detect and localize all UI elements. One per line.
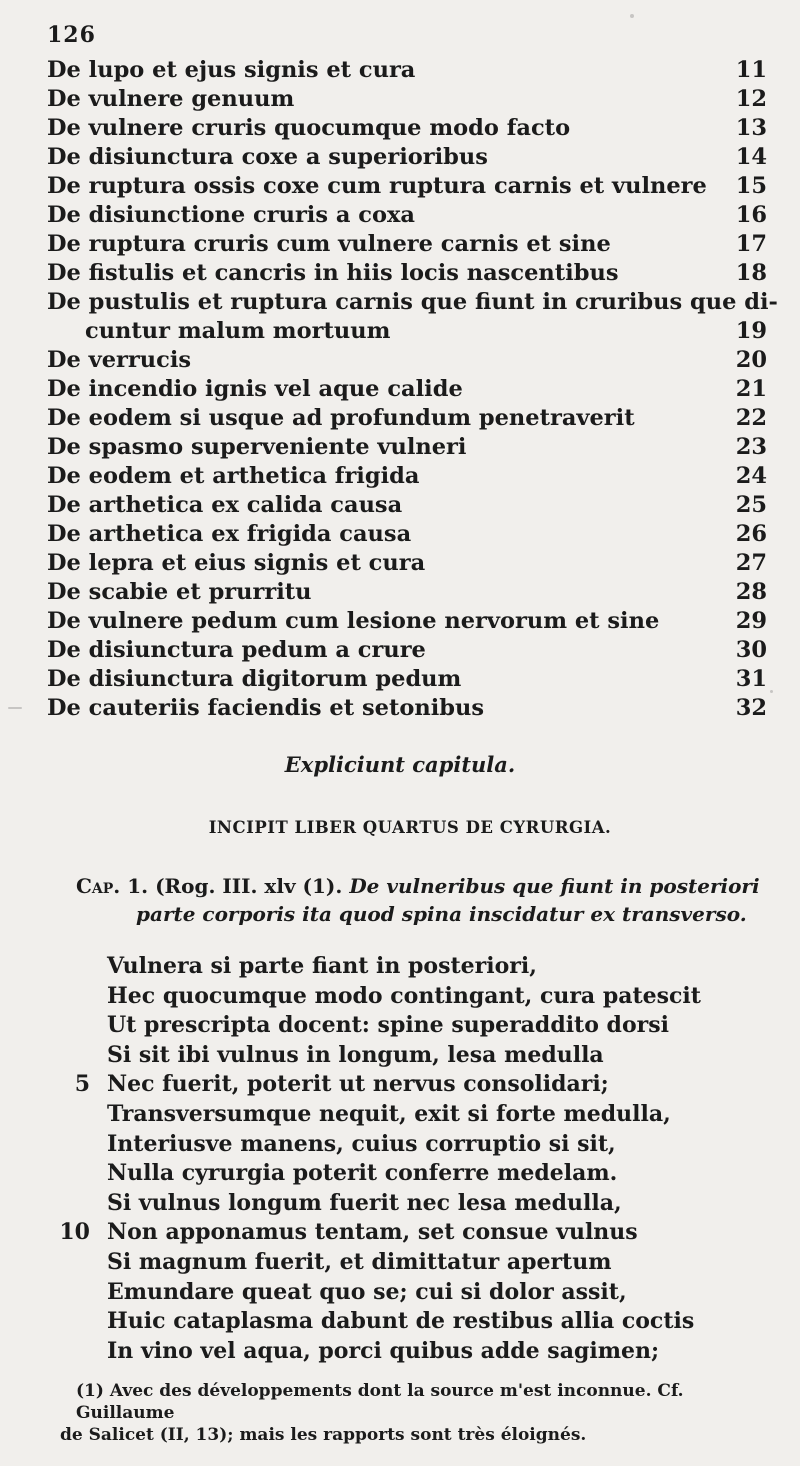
toc-entry-title: De disiunctura digitorum pedum <box>47 666 462 692</box>
verse-text: Huic cataplasma dabunt de restibus allia coctis <box>107 1308 695 1335</box>
verse-text: Ut prescripta docent: spine superaddito dorsi <box>107 1012 669 1039</box>
toc-entry-number: 28 <box>735 579 767 605</box>
toc-entry <box>47 143 767 172</box>
toc-entry-title: De pustulis et ruptura carnis que fiunt in cruribus que di- <box>47 289 778 315</box>
verse-line <box>0 1307 800 1337</box>
footnote <box>60 1380 780 1446</box>
toc-entry-number: 13 <box>735 115 767 141</box>
toc-entry-title: De disiunctura coxe a superioribus <box>47 144 488 170</box>
verse-line <box>0 1337 800 1367</box>
toc-entry <box>47 462 767 491</box>
toc-entry-title: De disiunctura pedum a crure <box>47 637 426 663</box>
toc-entry <box>47 549 767 578</box>
verse-line <box>0 1070 800 1100</box>
toc-entry-title: De fistulis et cancris in hiis locis nascentibus <box>47 260 619 286</box>
verse-text: Non apponamus tentam, set consue vulnus <box>107 1219 638 1246</box>
toc-entry-number: 22 <box>735 405 767 431</box>
chapter-heading-line1 <box>76 872 776 900</box>
verse-text: Si sit ibi vulnus in longum, lesa medulla <box>107 1041 604 1068</box>
toc-entry-number: 27 <box>735 550 767 576</box>
toc-entry-number: 30 <box>735 637 767 663</box>
toc-entry-number: 11 <box>735 57 767 83</box>
toc-entry-number: 20 <box>735 347 767 373</box>
verse-text: Hec quocumque modo contingant, cura patescit <box>107 982 701 1009</box>
verse-line <box>0 952 800 982</box>
toc-entry-title: De arthetica ex calida causa <box>47 492 403 518</box>
toc-entry <box>47 665 767 694</box>
toc-entry-title: De cauteriis faciendis et setonibus <box>47 695 485 721</box>
chapter-label: Cap. 1. <box>76 874 149 898</box>
verse-line <box>0 1278 800 1308</box>
verse-line <box>0 1130 800 1160</box>
verse-text: Transversumque nequit, exit si forte medulla, <box>107 1100 671 1127</box>
toc-entry <box>47 56 767 85</box>
toc-entry-number: 32 <box>735 695 767 721</box>
footnote-line1: (1) Avec des développements dont la source m'est inconnue. Cf. Guillaume <box>76 1381 684 1423</box>
verse-text: Si vulnus longum fuerit nec lesa medulla, <box>107 1189 622 1216</box>
toc-entry <box>47 259 767 288</box>
toc-entry-number: 14 <box>735 144 767 170</box>
toc-entry-title: De vulnere pedum cum lesione nervorum et sine <box>47 608 660 634</box>
chapter-title-line1: De vulneribus que fiunt in posteriori <box>349 874 760 898</box>
toc-entry-number: 21 <box>735 376 767 402</box>
paper-speck <box>770 690 773 693</box>
verse-text: Vulnera si parte fiant in posteriori, <box>107 953 537 979</box>
toc-entry-title: De disiunctione cruris a coxa <box>47 202 415 228</box>
toc-entry <box>47 578 767 607</box>
verse-text: Interiusve manens, cuius corruptio si sit, <box>107 1130 616 1157</box>
footnote-line2: de Salicet (II, 13); mais les rapports sont très éloignés. <box>60 1425 587 1445</box>
chapter-heading <box>76 872 776 928</box>
toc-entry <box>47 346 767 375</box>
verse-block <box>0 952 800 1366</box>
toc-entry <box>47 85 767 114</box>
toc-entry <box>47 694 767 723</box>
toc-entry-number: 31 <box>735 666 767 692</box>
toc-entry <box>47 201 767 230</box>
toc-entry-number: 26 <box>735 521 767 547</box>
toc-entry-title: De lupo et ejus signis et cura <box>47 57 416 83</box>
toc-entry-title: De arthetica ex frigida causa <box>47 521 412 547</box>
toc-entry <box>47 491 767 520</box>
verse-line <box>0 1100 800 1130</box>
verse-line <box>0 982 800 1012</box>
verse-line <box>0 1011 800 1041</box>
toc-entry-title: De spasmo superveniente vulneri <box>47 434 467 460</box>
paper-speck <box>8 707 22 709</box>
toc-entry-title: De incendio ignis vel aque calide <box>47 376 463 402</box>
verse-line <box>0 1248 800 1278</box>
toc-entry-number: 17 <box>735 231 767 257</box>
toc-entry-number: 25 <box>735 492 767 518</box>
toc-entry-number: 16 <box>735 202 767 228</box>
toc-entry <box>47 375 767 404</box>
toc-entry-number: 12 <box>735 86 767 112</box>
toc-entry-title: De vulnere genuum <box>47 86 295 112</box>
toc-entry-title: De lepra et eius signis et cura <box>47 550 426 576</box>
verse-line <box>0 1218 800 1248</box>
verse-text: In vino vel aqua, porci quibus adde sagimen; <box>107 1337 660 1364</box>
toc-entry-number: 23 <box>735 434 767 460</box>
paper-speck <box>630 14 634 18</box>
toc-entry <box>47 607 767 636</box>
toc-entry <box>47 433 767 462</box>
toc-entry <box>47 114 767 143</box>
toc-entry-title: De verrucis <box>47 347 192 373</box>
toc-entry-title: De vulnere cruris quocumque modo facto <box>47 115 571 141</box>
toc-entry-title: De eodem et arthetica frigida <box>47 463 420 489</box>
toc-entry-title: De ruptura ossis coxe cum ruptura carnis et vulnere <box>47 173 707 199</box>
explicit-line: Expliciunt capitula. <box>284 752 516 777</box>
verse-number: 5 <box>74 1071 90 1098</box>
toc-entry-title: De scabie et prurritu <box>47 579 312 605</box>
verse-line <box>0 1159 800 1189</box>
toc-entry-number: 29 <box>735 608 767 634</box>
toc-entry <box>47 404 767 433</box>
chapter-reference: (Rog. III. xlv (1). <box>155 874 343 898</box>
toc-entry <box>47 317 767 346</box>
toc-entry <box>47 520 767 549</box>
toc-entry-title: cuntur malum mortuum <box>85 318 391 344</box>
toc-entry <box>47 636 767 665</box>
verse-text: Nec fuerit, poterit ut nervus consolidari; <box>107 1071 609 1098</box>
toc-entry <box>47 230 767 259</box>
toc-entry-number: 18 <box>735 260 767 286</box>
verse-text: Si magnum fuerit, et dimittatur apertum <box>107 1248 612 1275</box>
toc-entry-number: 24 <box>735 463 767 489</box>
page-number: 126 <box>47 22 96 48</box>
verse-number: 10 <box>59 1219 90 1246</box>
verse-text: Emundare queat quo se; cui si dolor assit, <box>107 1278 627 1305</box>
chapter-title-line2: parte corporis ita quod spina inscidatur ex transverso. <box>136 902 747 926</box>
toc-entry-number: 15 <box>735 173 767 199</box>
table-of-contents <box>47 56 778 723</box>
toc-entry <box>47 288 778 317</box>
toc-entry-title: De ruptura cruris cum vulnere carnis et sine <box>47 231 611 257</box>
toc-entry-title: De eodem si usque ad profundum penetraverit <box>47 405 635 431</box>
verse-text: Nulla cyrurgia poterit conferre medelam. <box>107 1160 618 1187</box>
toc-entry-number: 19 <box>735 318 767 344</box>
book-heading: INCIPIT LIBER QUARTUS DE CYRURGIA. <box>208 818 612 837</box>
verse-line <box>0 1189 800 1219</box>
verse-line <box>0 1041 800 1071</box>
toc-entry <box>47 172 767 201</box>
